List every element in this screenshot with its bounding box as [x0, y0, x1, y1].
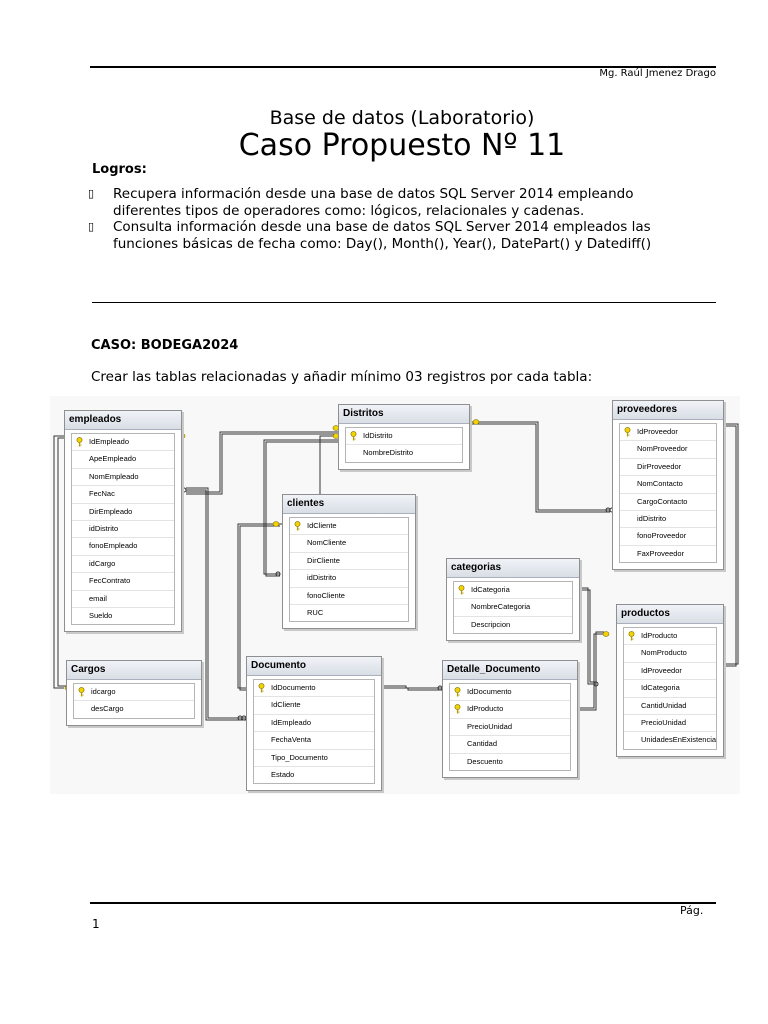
- table-field: [72, 538, 174, 555]
- field-name: FaxProveedor: [637, 548, 685, 558]
- table-field: [624, 628, 716, 645]
- field-name: IdCategoria: [641, 683, 680, 693]
- table-field: [620, 528, 716, 545]
- field-name: NomCliente: [307, 538, 347, 548]
- table-field: [254, 732, 374, 749]
- table-field: [450, 684, 570, 701]
- field-name: Descripcion: [471, 619, 511, 629]
- section-rule: [92, 302, 716, 303]
- table-name: proveedores: [613, 401, 723, 420]
- field-name: IdCliente: [307, 521, 337, 530]
- table-clientes: [282, 494, 416, 629]
- table-field: [450, 754, 570, 770]
- table-field: [624, 732, 716, 748]
- field-list: [289, 517, 409, 622]
- logros-item: [90, 186, 690, 219]
- table-field: [454, 582, 572, 599]
- field-name: IdDistrito: [363, 431, 393, 440]
- primary-key-icon: [458, 585, 465, 595]
- table-field: [72, 521, 174, 538]
- field-name: desCargo: [91, 704, 124, 714]
- relation-line: [54, 436, 64, 688]
- table-field: [72, 486, 174, 503]
- field-name: IdProveedor: [637, 427, 678, 436]
- primary-key-icon: [454, 687, 461, 697]
- field-name: PrecioUnidad: [641, 717, 687, 727]
- table-field: [620, 459, 716, 476]
- table-documento: [246, 656, 382, 791]
- table-field: [290, 518, 408, 535]
- relation-line: [186, 432, 338, 492]
- table-field: [624, 698, 716, 715]
- field-list: [449, 683, 571, 771]
- field-name: NombreCategoria: [471, 602, 531, 612]
- table-field: [450, 736, 570, 753]
- field-list: [623, 627, 717, 750]
- logros-item-text: Consulta información desde una base de datos SQL Server 2014 empleados las funciones básicas de fecha como: Day(), Month(), Year(), DatePart() y Datediff(): [113, 219, 652, 252]
- field-name: FecNac: [89, 489, 115, 499]
- field-name: DirCliente: [307, 555, 340, 565]
- page-number: 1: [92, 917, 100, 931]
- logros-list: [90, 186, 690, 252]
- field-list: [73, 683, 195, 719]
- table-field: [620, 424, 716, 441]
- bullet-icon: ▯: [88, 187, 95, 200]
- field-name: ApeEmpleado: [89, 454, 137, 464]
- table-field: [624, 715, 716, 732]
- table-field: [254, 750, 374, 767]
- field-name: NomContacto: [637, 479, 683, 489]
- caso-title: CASO: BODEGA2024: [91, 338, 239, 353]
- primary-key-icon: [294, 521, 301, 531]
- table-field: [620, 511, 716, 528]
- table-field: [72, 573, 174, 590]
- field-name: fonoEmpleado: [89, 541, 138, 551]
- table-categorias: [446, 558, 580, 641]
- field-name: Estado: [271, 769, 295, 779]
- field-name: CantidUnidad: [641, 700, 687, 710]
- field-name: IdProveedor: [641, 665, 682, 675]
- table-field: [450, 701, 570, 718]
- field-name: idcargo: [91, 687, 116, 696]
- field-name: Descuento: [467, 756, 503, 766]
- logros-label: Logros:: [92, 162, 147, 177]
- field-list: [619, 423, 717, 563]
- bullet-icon: ▯: [88, 220, 95, 233]
- logros-item: [90, 219, 690, 252]
- relation-line: [578, 588, 596, 684]
- table-proveedores: [612, 400, 724, 570]
- field-name: CargoContacto: [637, 496, 688, 506]
- field-list: [253, 679, 375, 784]
- author-name: Mg. Raúl Jmenez Drago: [599, 68, 716, 79]
- field-name: IdDocumento: [271, 683, 316, 692]
- primary-key-icon: [454, 704, 461, 714]
- primary-key-icon: [76, 437, 83, 447]
- table-field: [254, 697, 374, 714]
- field-name: idDistrito: [307, 573, 337, 583]
- table-field: [72, 556, 174, 573]
- field-name: IdEmpleado: [89, 437, 130, 446]
- relation-line: [472, 422, 610, 510]
- primary-key-icon: [628, 631, 635, 641]
- table-field: [450, 719, 570, 736]
- table-name: Distritos: [339, 405, 469, 424]
- table-field: [290, 535, 408, 552]
- field-name: IdDocumento: [467, 687, 512, 696]
- table-field: [290, 570, 408, 587]
- field-name: PrecioUnidad: [467, 721, 513, 731]
- field-list: [453, 581, 573, 634]
- table-field: [454, 599, 572, 616]
- field-name: UnidadesEnExistencia: [641, 735, 717, 745]
- field-name: IdProducto: [641, 631, 678, 640]
- field-name: NomEmpleado: [89, 471, 139, 481]
- table-field: [454, 617, 572, 633]
- primary-key-icon: [624, 427, 631, 437]
- caso-instruction: Crear las tablas relacionadas y añadir mínimo 03 registros por cada tabla:: [91, 369, 593, 385]
- field-name: fonoProveedor: [637, 531, 687, 541]
- field-name: fonoCliente: [307, 590, 345, 600]
- field-name: IdProducto: [467, 704, 504, 714]
- table-field: [72, 434, 174, 451]
- table-name: clientes: [283, 495, 415, 514]
- field-name: idCargo: [89, 558, 116, 568]
- field-name: email: [89, 593, 107, 603]
- table-cargos: [66, 660, 202, 726]
- table-field: [624, 680, 716, 697]
- field-list: [345, 427, 463, 463]
- field-name: NomProveedor: [637, 444, 688, 454]
- field-name: idDistrito: [637, 513, 667, 523]
- field-name: FechaVenta: [271, 735, 312, 745]
- table-field: [346, 428, 462, 445]
- primary-key-icon: [258, 683, 265, 693]
- table-field: [72, 451, 174, 468]
- table-field: [72, 469, 174, 486]
- page-label: Pág.: [680, 904, 704, 917]
- field-name: idDistrito: [89, 523, 119, 533]
- table-field: [620, 441, 716, 458]
- field-name: FecContrato: [89, 576, 131, 586]
- field-name: Sueldo: [89, 610, 113, 620]
- field-name: Tipo_Documento: [271, 752, 328, 762]
- table-field: [72, 591, 174, 608]
- table-field: [346, 445, 462, 461]
- table-productos: [616, 604, 724, 757]
- table-field: [620, 476, 716, 493]
- table-field: [620, 546, 716, 562]
- field-name: RUC: [307, 607, 324, 617]
- field-name: Cantidad: [467, 739, 498, 749]
- table-name: Cargos: [67, 661, 201, 680]
- table-field: [74, 684, 194, 701]
- table-field: [74, 701, 194, 717]
- table-field: [290, 553, 408, 570]
- field-name: NomProducto: [641, 648, 687, 658]
- field-name: IdCategoria: [471, 585, 510, 594]
- er-diagram: [50, 396, 740, 794]
- table-name: empleados: [65, 411, 181, 430]
- table-name: categorias: [447, 559, 579, 578]
- field-name: DirEmpleado: [89, 506, 133, 516]
- table-field: [290, 605, 408, 621]
- table-field: [624, 663, 716, 680]
- table-field: [620, 494, 716, 511]
- field-list: [71, 433, 175, 625]
- table-detalle-documento: [442, 660, 578, 778]
- logros-item-text: Recupera información desde una base de datos SQL Server 2014 empleando diferentes tipos de operadores como: lógicos, relacionales y cadenas.: [113, 186, 634, 219]
- field-name: IdEmpleado: [271, 717, 312, 727]
- table-name: Documento: [247, 657, 381, 676]
- table-empleados: [64, 410, 182, 632]
- field-name: DirProveedor: [637, 461, 682, 471]
- primary-key-icon: [78, 687, 85, 697]
- primary-key-icon: [350, 431, 357, 441]
- table-name: productos: [617, 605, 723, 624]
- table-field: [290, 588, 408, 605]
- table-field: [624, 645, 716, 662]
- table-field: [254, 767, 374, 783]
- relation-line: [574, 634, 604, 708]
- table-name: Detalle_Documento: [443, 661, 577, 680]
- table-field: [72, 608, 174, 624]
- document-title: Caso Propuesto Nº 11: [238, 128, 566, 163]
- table-field: [72, 504, 174, 521]
- table-field: [254, 715, 374, 732]
- field-name: NombreDistrito: [363, 448, 414, 458]
- document-subtitle: Base de datos (Laboratorio): [269, 107, 535, 129]
- table-field: [254, 680, 374, 697]
- table-distritos: [338, 404, 470, 470]
- footer-rule: [90, 902, 716, 904]
- field-name: IdCliente: [271, 700, 301, 710]
